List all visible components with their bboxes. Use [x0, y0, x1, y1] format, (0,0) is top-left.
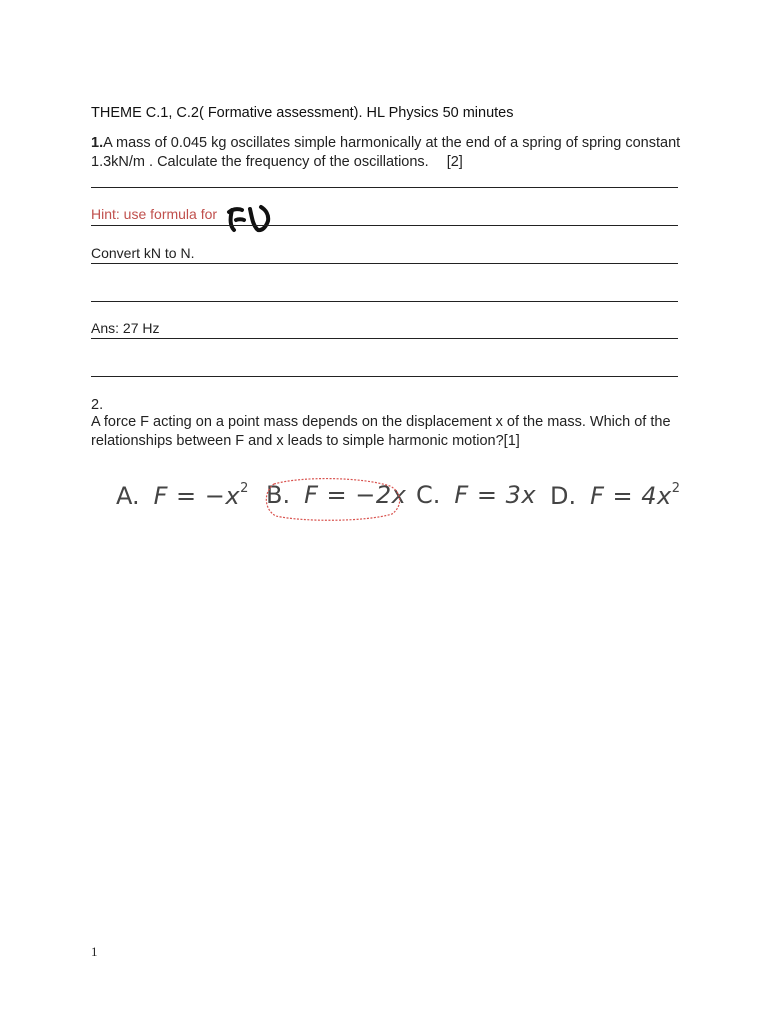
option-d-letter: D. [550, 482, 577, 510]
answer-value: Ans: 27 Hz [91, 320, 160, 336]
question-1-text: A mass of 0.045 kg oscillates simple harmonically at the end of a spring of spring constant 1.3kN/m . Calculate the frequency of the oscillations. [91, 135, 681, 170]
answer-circle-annotation [262, 474, 407, 524]
option-b-letter: B. [266, 481, 291, 509]
question-2-text: A force F acting on a point mass depends on the displacement x of the mass. Which of the relationships between F and x leads to simple harmonic motion?[1] [91, 414, 671, 449]
option-c-letter: C. [416, 481, 441, 509]
question-1-number: 1. [91, 135, 104, 151]
hint-text: Hint: use formula for [91, 206, 218, 222]
answer-line-6 [91, 376, 678, 377]
answer-line-4 [91, 301, 678, 302]
question-1 [91, 134, 691, 172]
page-number: 1 [91, 944, 98, 959]
option-d-exponent: 2 [671, 481, 681, 496]
option-d-expression: F = 4x [590, 482, 672, 510]
question-1-marks: [2] [446, 154, 463, 170]
option-c [416, 481, 536, 509]
handwritten-omega-scribble [226, 200, 276, 236]
option-b-expression: F = −2x [304, 481, 407, 509]
option-a-exponent: 2 [240, 481, 249, 496]
answer-line-2 [91, 225, 678, 226]
answer-line-3 [91, 263, 678, 264]
option-a-letter: A. [116, 482, 140, 510]
option-d [550, 481, 680, 510]
convert-note: Convert kN to N. [91, 245, 195, 261]
option-c-expression: F = 3x [454, 481, 537, 509]
answer-line-5 [91, 338, 678, 339]
question-2-number: 2. [91, 397, 104, 413]
answer-line-1 [91, 187, 678, 188]
option-a-expression: F = −x [153, 482, 241, 510]
option-a [116, 481, 248, 510]
document-title: THEME C.1, C.2( Formative assessment). HL Physics 50 minutes [91, 105, 514, 121]
